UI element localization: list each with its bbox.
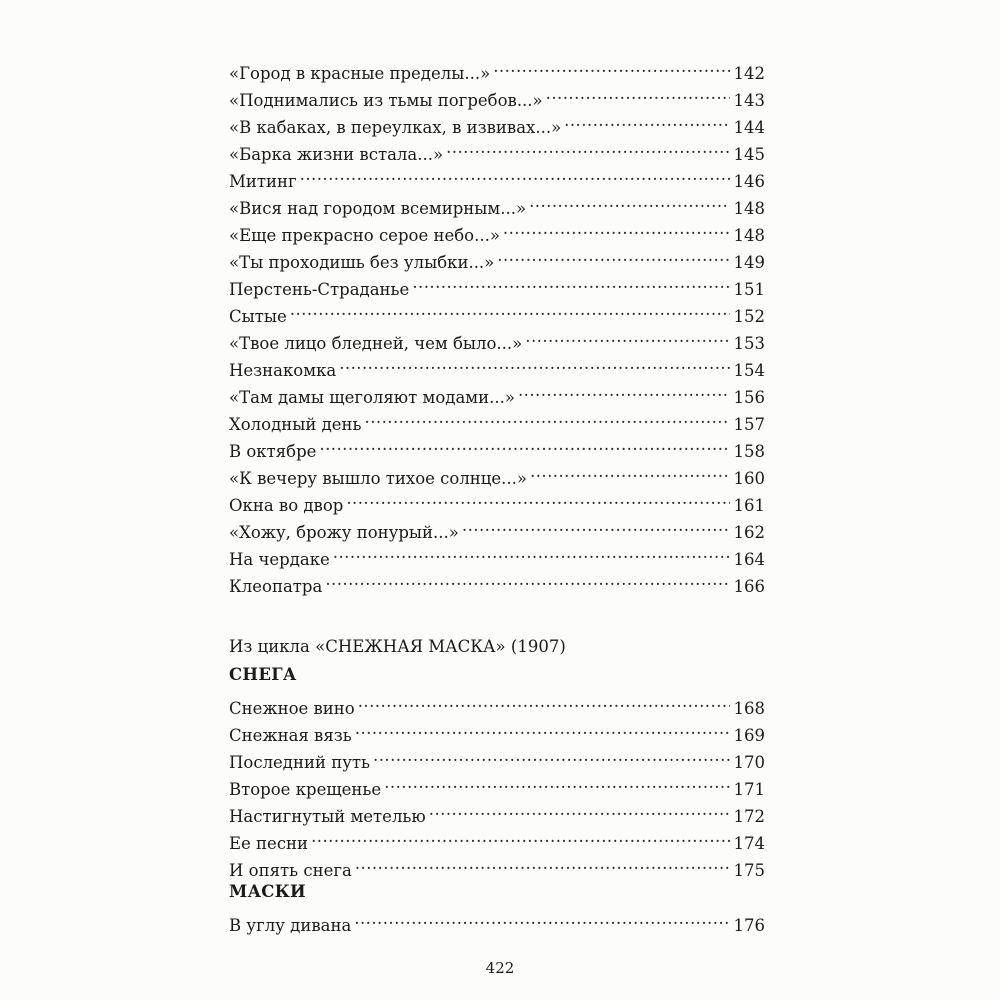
dot-leader xyxy=(546,82,730,106)
entry-page: 162 xyxy=(733,523,765,542)
dot-leader xyxy=(518,379,730,403)
dot-leader xyxy=(333,541,730,565)
entry-title: Последний путь xyxy=(229,753,371,772)
entry-title: «Вися над городом всемирным...» xyxy=(229,199,527,218)
entry-page: 145 xyxy=(733,145,765,164)
toc-entry xyxy=(229,541,765,569)
entry-page: 172 xyxy=(733,807,765,826)
toc-entry xyxy=(229,298,765,326)
toc-entry xyxy=(229,717,765,745)
dot-leader xyxy=(530,460,729,484)
entry-page: 164 xyxy=(733,550,765,569)
toc-entry xyxy=(229,406,765,434)
toc-entry xyxy=(229,487,765,515)
entry-title: «Твое лицо бледней, чем было...» xyxy=(229,334,523,353)
entry-page: 154 xyxy=(733,361,765,380)
dot-leader xyxy=(462,514,730,538)
dot-leader xyxy=(355,717,730,741)
entry-page: 161 xyxy=(733,496,765,515)
entry-page: 169 xyxy=(733,726,765,745)
toc-entry xyxy=(229,690,765,718)
entry-page: 148 xyxy=(733,199,765,218)
dot-leader xyxy=(325,568,729,592)
toc-entry xyxy=(229,379,765,407)
toc-entry xyxy=(229,163,765,191)
entry-title: Ее песни xyxy=(229,834,309,853)
dot-leader xyxy=(355,852,730,876)
dot-leader xyxy=(290,298,730,322)
entry-page: 168 xyxy=(733,699,765,718)
entry-title: В углу дивана xyxy=(229,916,352,935)
entry-page: 146 xyxy=(733,172,765,191)
entry-title: «Еще прекрасно серое небо...» xyxy=(229,226,500,245)
dot-leader xyxy=(446,136,729,160)
toc-entry xyxy=(229,82,765,110)
toc-entry xyxy=(229,136,765,164)
entry-page: 170 xyxy=(733,753,765,772)
entry-page: 176 xyxy=(733,916,765,935)
dot-leader xyxy=(429,798,730,822)
toc-entry xyxy=(229,514,765,542)
toc-entry xyxy=(229,433,765,461)
dot-leader xyxy=(365,406,730,430)
entry-page: 144 xyxy=(733,118,765,137)
entry-title: Снежное вино xyxy=(229,699,355,718)
entry-title: Второе крещенье xyxy=(229,780,382,799)
toc-entry xyxy=(229,825,765,853)
entry-page: 156 xyxy=(733,388,765,407)
entry-title: Клеопатра xyxy=(229,577,323,596)
entry-page: 166 xyxy=(733,577,765,596)
section-heading-snega: СНЕГА xyxy=(229,665,297,684)
entry-title: «Город в красные пределы...» xyxy=(229,64,491,83)
entry-title: «Там дамы щеголяют модами...» xyxy=(229,388,515,407)
entry-title: Перстень-Страданье xyxy=(229,280,410,299)
entry-title: «Барка жизни встала...» xyxy=(229,145,444,164)
toc-entry xyxy=(229,190,765,218)
entry-page: 148 xyxy=(733,226,765,245)
entry-page: 158 xyxy=(733,442,765,461)
entry-title: И опять снега xyxy=(229,861,352,880)
toc-entry xyxy=(229,568,765,596)
entry-title: Сытые xyxy=(229,307,287,326)
dot-leader xyxy=(311,825,729,849)
entry-title: Холодный день xyxy=(229,415,362,434)
dot-leader xyxy=(564,109,729,133)
cycle-heading: Из цикла «СНЕЖНАЯ МАСКА» (1907) xyxy=(229,637,566,656)
toc-entry xyxy=(229,352,765,380)
entry-title: Незнакомка xyxy=(229,361,337,380)
dot-leader xyxy=(497,244,729,268)
entry-title: «Поднимались из тьмы погребов...» xyxy=(229,91,543,110)
entry-page: 152 xyxy=(733,307,765,326)
entry-page: 157 xyxy=(733,415,765,434)
entry-page: 175 xyxy=(733,861,765,880)
dot-leader xyxy=(493,55,729,79)
toc-entry xyxy=(229,771,765,799)
toc-entry xyxy=(229,460,765,488)
entry-page: 149 xyxy=(733,253,765,272)
entry-page: 171 xyxy=(733,780,765,799)
toc-entry xyxy=(229,55,765,83)
entry-page: 143 xyxy=(733,91,765,110)
section-heading-maski: МАСКИ xyxy=(229,882,306,901)
entry-title: Митинг xyxy=(229,172,297,191)
entry-title: Настигнутый метелью xyxy=(229,807,426,826)
entry-page: 174 xyxy=(733,834,765,853)
toc-entry xyxy=(229,271,765,299)
entry-page: 160 xyxy=(733,469,765,488)
toc-entry xyxy=(229,325,765,353)
page-number: 422 xyxy=(485,959,515,977)
toc-entry xyxy=(229,109,765,137)
dot-leader xyxy=(300,163,730,187)
toc-entry xyxy=(229,744,765,772)
entry-title: «Хожу, брожу понурый...» xyxy=(229,523,459,542)
entry-title: Снежная вязь xyxy=(229,726,352,745)
toc-entry xyxy=(229,798,765,826)
dot-leader xyxy=(358,690,730,714)
entry-page: 153 xyxy=(733,334,765,353)
dot-leader xyxy=(529,190,729,214)
toc-entry xyxy=(229,852,765,880)
dot-leader xyxy=(384,771,729,795)
dot-leader xyxy=(503,217,730,241)
dot-leader xyxy=(319,433,729,457)
dot-leader xyxy=(354,907,729,931)
entry-title: «К вечеру вышло тихое солнце...» xyxy=(229,469,528,488)
dot-leader xyxy=(525,325,729,349)
entry-title: «В кабаках, в переулках, в извивах...» xyxy=(229,118,562,137)
toc-entry xyxy=(229,244,765,272)
entry-page: 142 xyxy=(733,64,765,83)
toc-entry xyxy=(229,907,765,935)
entry-page: 151 xyxy=(733,280,765,299)
entry-title: В октябре xyxy=(229,442,317,461)
toc-entry xyxy=(229,217,765,245)
entry-title: «Ты проходишь без улыбки...» xyxy=(229,253,495,272)
dot-leader xyxy=(412,271,729,295)
dot-leader xyxy=(373,744,729,768)
dot-leader xyxy=(346,487,729,511)
entry-title: Окна во двор xyxy=(229,496,344,515)
entry-title: На чердаке xyxy=(229,550,330,569)
dot-leader xyxy=(339,352,729,376)
